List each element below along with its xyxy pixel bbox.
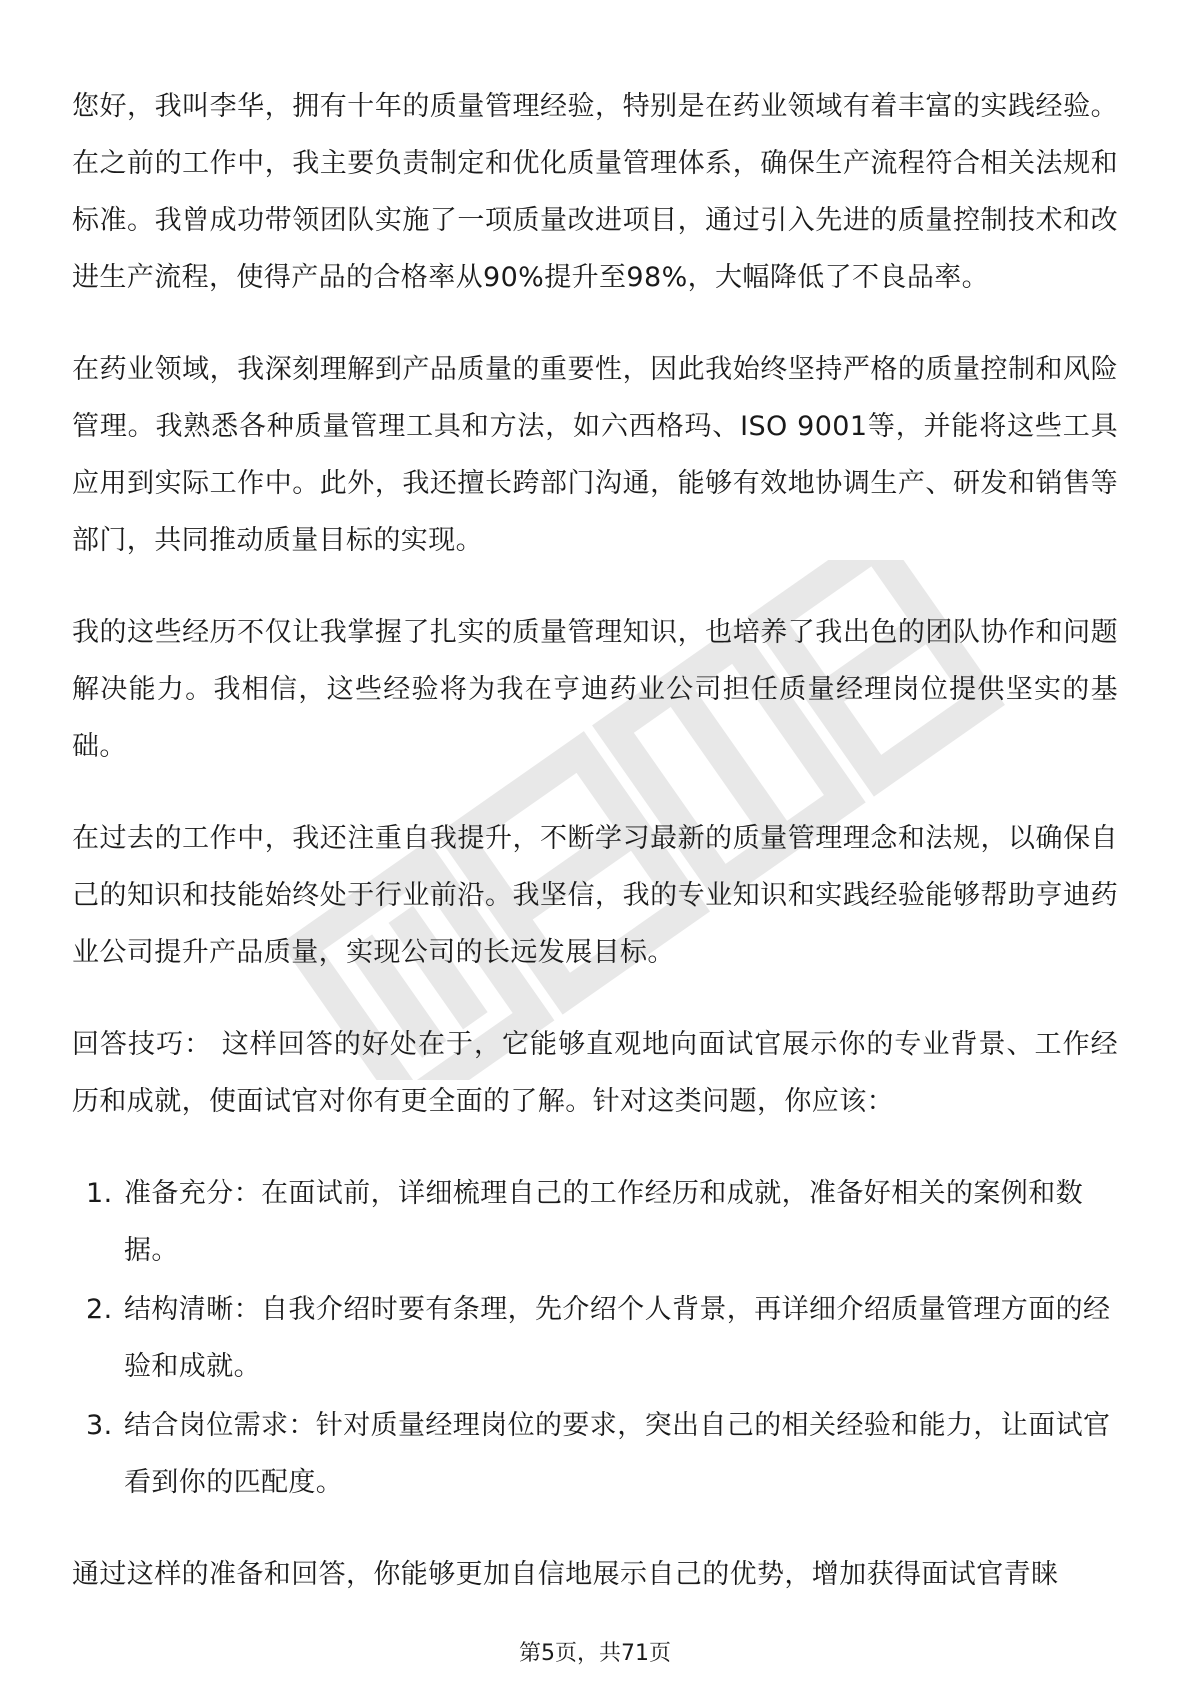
tips-list [72, 1165, 1118, 1511]
list-item-text: 准备充分：在面试前，详细梳理自己的工作经历和成就，准备好相关的案例和数据。 [124, 1178, 1083, 1266]
paragraph-answer-tips: 回答技巧： 这样回答的好处在于，它能够直观地向面试官展示你的专业背景、工作经历和成就，使面试官对你有更全面的了解。针对这类问题，你应该： [72, 1029, 1118, 1117]
paragraph-intro: 您好，我叫李华，拥有十年的质量管理经验，特别是在药业领域有着丰富的实践经验。在之前的工作中，我主要负责制定和优化质量管理体系，确保生产流程符合相关法规和标准。我曾成功带领团队实施了一项质量改进项目，通过引入先进的质量控制技术和改进生产流程，使得产品的合格率从90%提升至98%，大幅降低了不良品率。 [72, 91, 1118, 293]
paragraph-closing: 通过这样的准备和回答，你能够更加自信地展示自己的优势，增加获得面试官青睐 [72, 1559, 1059, 1590]
list-item-text: 结构清晰：自我介绍时要有条理，先介绍个人背景，再详细介绍质量管理方面的经验和成就。 [124, 1294, 1111, 1382]
paragraph-pharma-quality: 在药业领域，我深刻理解到产品质量的重要性，因此我始终坚持严格的质量控制和风险管理。我熟悉各种质量管理工具和方法，如六西格玛、ISO 9001等，并能将这些工具应用到实际工作中。此外，我还擅长跨部门沟通，能够有效地协调生产、研发和销售等部门，共同推动质量目标的实现。 [72, 354, 1118, 556]
paragraph-self-improvement: 在过去的工作中，我还注重自我提升，不断学习最新的质量管理理念和法规，以确保自己的知识和技能始终处于行业前沿。我坚信，我的专业知识和实践经验能够帮助亨迪药业公司提升产品质量，实现公司的长远发展目标。 [72, 823, 1118, 968]
paragraph-skills: 我的这些经历不仅让我掌握了扎实的质量管理知识，也培养了我出色的团队协作和问题解决能力。我相信，这些经验将为我在亨迪药业公司担任质量经理岗位提供坚实的基础。 [72, 617, 1118, 762]
list-item [72, 1281, 1118, 1395]
list-item [72, 1165, 1118, 1279]
list-item [72, 1397, 1118, 1511]
list-number: 2. [86, 1294, 113, 1325]
list-number: 1. [86, 1178, 113, 1209]
document-body [72, 78, 1118, 1638]
page-footer: 第5页，共71页 [519, 1641, 671, 1666]
list-number: 3. [86, 1410, 113, 1441]
list-item-text: 结合岗位需求：针对质量经理岗位的要求，突出自己的相关经验和能力，让面试官看到你的匹配度。 [124, 1410, 1111, 1498]
